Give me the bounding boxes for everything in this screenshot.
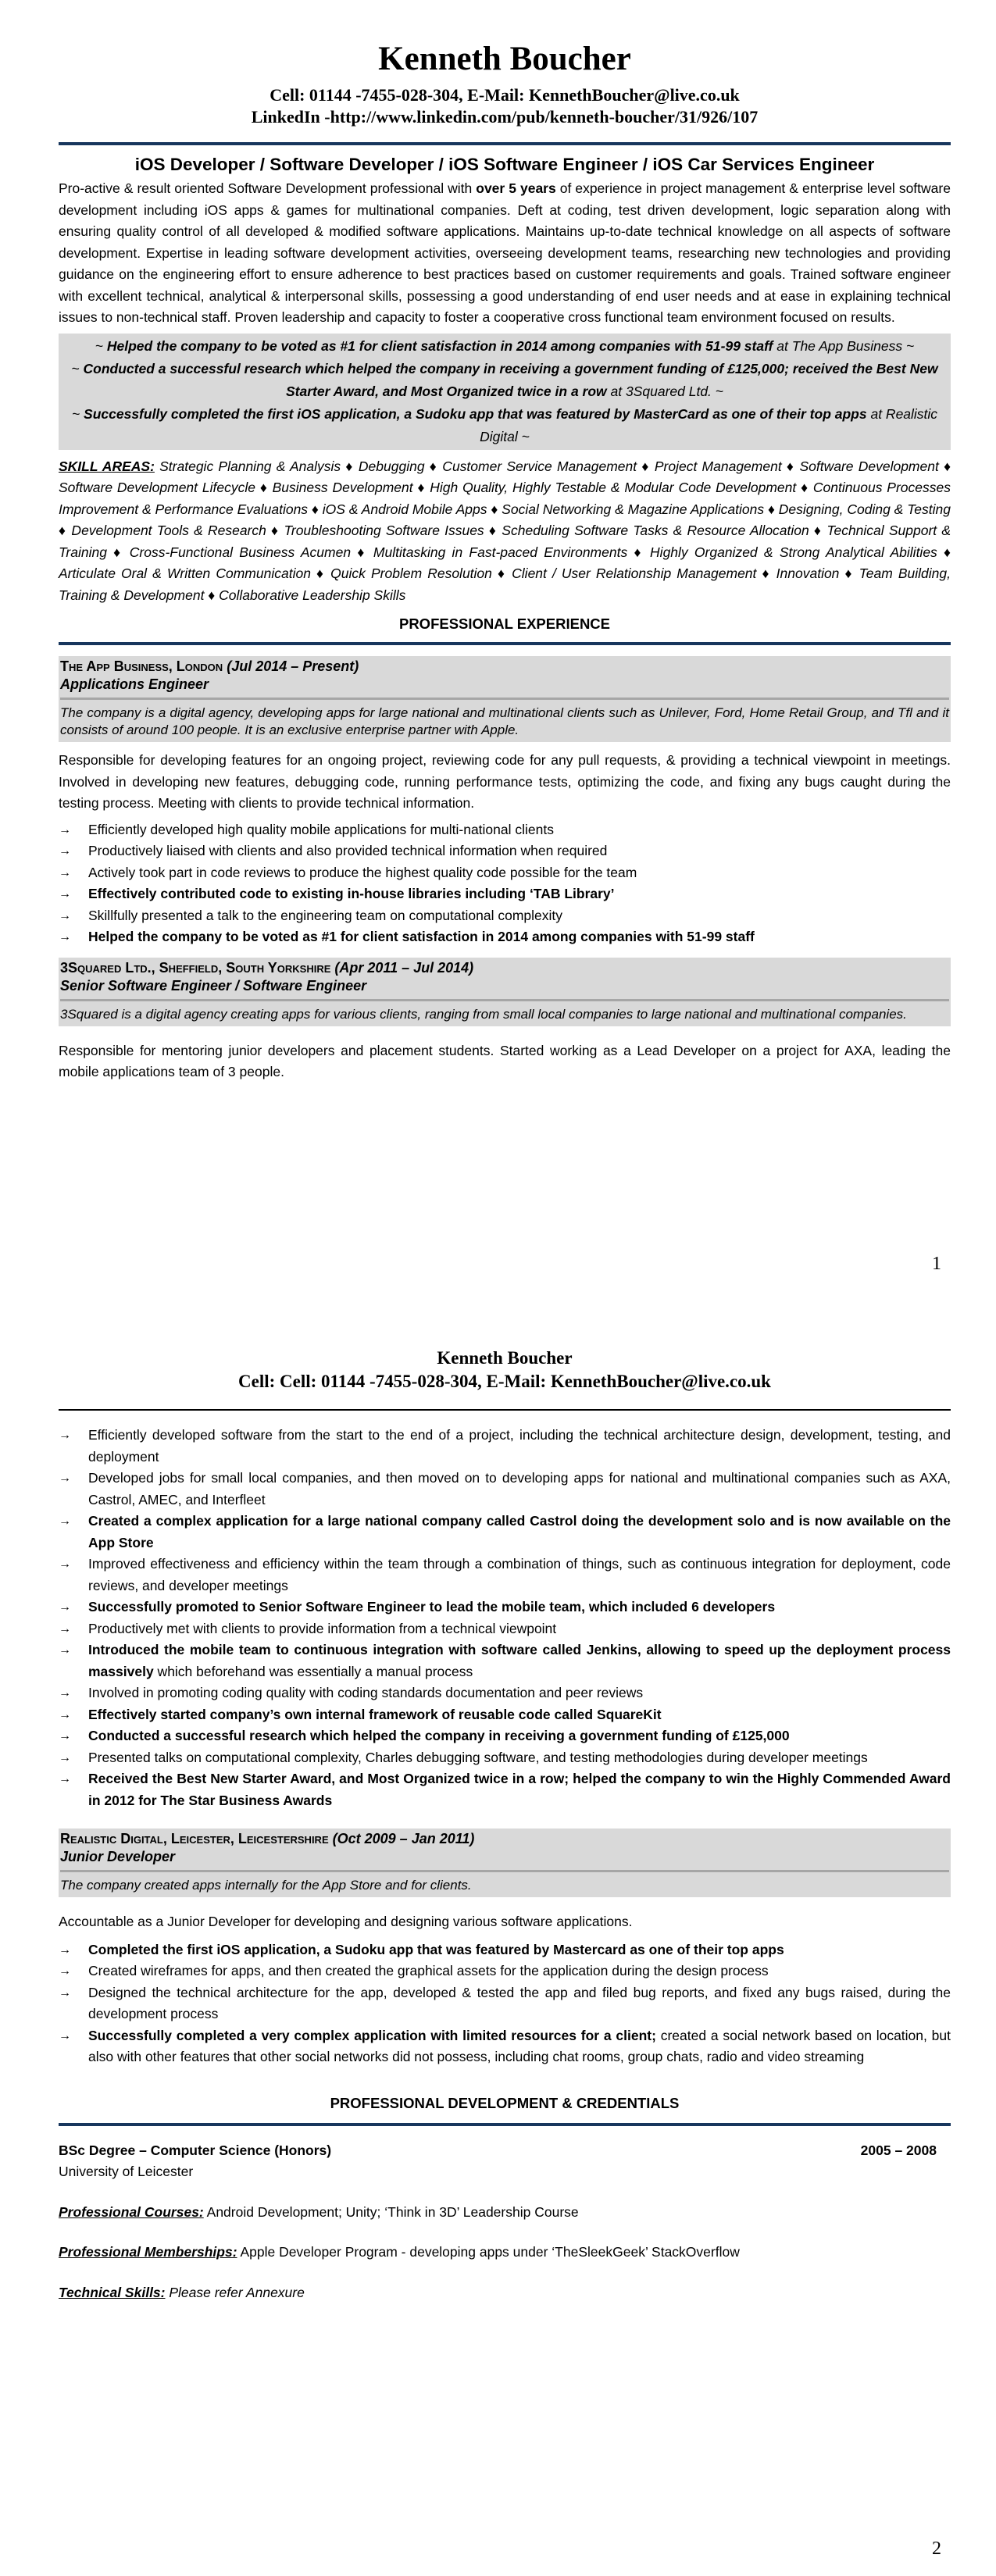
candidate-name: Kenneth Boucher — [437, 1348, 573, 1368]
highlight-prefix: ~ — [71, 405, 84, 422]
degree: BSc Degree – Computer Science (Honors) — [59, 2142, 332, 2158]
headline: iOS Developer / Software Developer / iOS Software Engineer / iOS Car Services Engineer — [134, 155, 875, 174]
arrow-right-icon: → — [59, 1472, 71, 1485]
highlight-bold: Successfully completed the first iOS application, a Sudoku app that was featured by MasterCard as one of their top apps — [84, 405, 867, 422]
list-item-text: Involved in promoting coding quality with coding standards documentation and peer reviews — [88, 1685, 644, 1700]
professional-memberships — [59, 2242, 951, 2264]
job-responsibility: Responsible for developing features for an ongoing project, reviewing code for any pull requests, & providing a technical viewpoint in meetings. Involved in developing new features, debugging code, running performance tests, optimizing the code, and fixing any bugs caught during the testing process. Meeting with clients to provide technical information. — [59, 752, 951, 811]
credentials-rule — [59, 2123, 951, 2126]
job-header-3squared — [59, 958, 951, 1026]
list-item-bold: Conducted a successful research which helped the company in receiving a government funding of £125,000 — [88, 1728, 790, 1743]
list-item — [59, 1511, 951, 1554]
arrow-right-icon: → — [59, 2028, 71, 2043]
list-item-text: Efficiently developed software from the start to the end of a project, including the technical architecture design, development, testing, and deployment — [88, 1427, 951, 1465]
school: University of Leicester — [59, 2164, 194, 2179]
job-achievements-list — [59, 1939, 951, 2068]
job-achievements-list — [59, 1425, 951, 1811]
job-company — [60, 1830, 949, 1848]
arrow-right-icon: → — [59, 1429, 71, 1442]
highlight-rest: at The App Business ~ — [773, 337, 915, 354]
professional-courses — [59, 2202, 951, 2224]
arrow-right-icon: → — [59, 822, 71, 837]
list-item-text: Presented talks on computational complexity, Charles debugging software, and testing methodologies during developer meetings — [88, 1749, 868, 1765]
skill-areas — [59, 456, 951, 607]
arrow-right-icon: → — [59, 1686, 71, 1700]
company-name: 3Squared Ltd., Sheffield, South Yorkshire — [60, 959, 331, 976]
list-item-bold: Successfully promoted to Senior Software Engineer to lead the mobile team, which included 6 developers — [88, 1599, 776, 1614]
page2-content — [59, 1347, 951, 2303]
list-item — [59, 1704, 951, 1726]
summary-post: of experience in project management & enterprise level software development including iOS apps & games for multinational companies. Deft at coding, test driven development, logic separation along with ensuring quality control of all developed & modified software applications. Maintains up-to-date technical knowledge on all aspects of software development. Expertise in leading software development activities, overseeing development teams, researching new technologies and providing guidance on the engineering effort to ensure adherence to best practices based on customer requirements and goals. Trained software engineer with excellent technical, analytical & interpersonal skills, possessing a good understanding of end user needs and at ease in explaining technical issues to non-technical staff. Proven leadership and capacity to foster a cooperative cross functional team environment focused on results. — [59, 180, 951, 325]
highlight-item — [62, 403, 948, 448]
arrow-right-icon: → — [59, 1643, 71, 1657]
list-item — [59, 1961, 951, 1982]
list-item-text: Efficiently developed high quality mobile applications for multi-national clients — [88, 821, 554, 837]
arrow-right-icon: → — [59, 1750, 71, 1764]
arrow-right-icon: → — [59, 1557, 71, 1571]
contact-line: Cell: Cell: 01144 -7455-028-304, E-Mail: KennethBoucher@live.co.uk — [238, 1372, 771, 1391]
technical-skills-value: Please refer Annexure — [165, 2284, 305, 2300]
company-description: The company created apps internally for the App Store and for clients. — [60, 1878, 472, 1893]
list-item-text: Created wireframes for apps, and then created the graphical assets for the application during the design process — [88, 1963, 769, 1978]
job-responsibility: Responsible for mentoring junior developers and placement students. Started working as a Lead Developer on a project for AXA, leading the mobile applications team of 3 people. — [59, 1042, 951, 1079]
arrow-right-icon: → — [59, 844, 71, 858]
arrow-right-icon: → — [59, 865, 71, 879]
degree-years: 2005 – 2008 — [860, 2142, 937, 2158]
header-rule — [59, 1409, 951, 1411]
page-number: 2 — [932, 2539, 941, 2559]
summary-bold: over 5 years — [476, 180, 556, 196]
contact-line: Cell: 01144 -7455-028-304, E-Mail: KennethBoucher@live.co.uk — [270, 85, 740, 105]
list-item-bold: Introduced the mobile team to continuous integration with software called Jenkins, allowing to speed up the deployment process massively — [88, 1642, 951, 1679]
list-item-text: Productively met with clients to provide information from a technical viewpoint — [88, 1620, 557, 1636]
candidate-name: Kenneth Boucher — [378, 41, 631, 77]
job-achievements-list — [59, 819, 951, 948]
list-item — [59, 1725, 951, 1747]
job-header-realistic-digital — [59, 1829, 951, 1897]
arrow-right-icon: → — [59, 1943, 71, 1957]
arrow-right-icon: → — [59, 1964, 71, 1978]
company-name: Realistic Digital, Leicester, Leicestershire — [60, 1831, 329, 1846]
highlight-prefix: ~ — [95, 337, 107, 354]
job-divider — [60, 1870, 949, 1872]
page1-content — [59, 39, 951, 1083]
experience-rule — [59, 642, 951, 645]
list-item — [59, 1747, 951, 1769]
resume-page-2 — [0, 1289, 996, 2576]
list-item-text: Productively liaised with clients and also provided technical information when required — [88, 843, 608, 858]
list-item-text: Actively took part in code reviews to produce the highest quality code possible for the team — [88, 864, 637, 880]
list-item-text: Improved effectiveness and efficiency within the team through a combination of things, such as continuous integration for deployment, code reviews, and developer meetings — [88, 1556, 951, 1593]
job-header-app-business — [59, 656, 951, 742]
linkedin-line[interactable]: LinkedIn -http://www.linkedin.com/pub/kenneth-boucher/31/926/107 — [251, 107, 759, 127]
list-item — [59, 862, 951, 884]
skill-areas-list: Strategic Planning & Analysis ♦ Debugging ♦ Customer Service Management ♦ Project Management ♦ Software Development ♦ Software Development Lifecycle ♦ Business Development ♦ High Quality, Highly Testable & Modular Code Development ♦ Continuous Processes Improvement & Performance Evaluations ♦ iOS & Android Mobile Apps ♦ Social Networking & Magazine Applications ♦ Designing, Coding & Testing ♦ Development Tools & Research ♦ Troubleshooting Software Issues ♦ Scheduling Software Tasks & Resource Allocation ♦ Technical Support & Training ♦ Cross-Functional Business Acumen ♦ Multitasking in Fast-paced Environments ♦ Highly Organized & Strong Analytical Abilities ♦ Articulate Oral & Written Communication ♦ Quick Problem Resolution ♦ Client / User Relationship Management ♦ Innovation ♦ Team Building, Training & Development ♦ Collaborative Leadership Skills — [59, 458, 951, 603]
arrow-right-icon: → — [59, 908, 71, 922]
list-item — [59, 1682, 951, 1704]
memberships-value: Apple Developer Program - developing apps under ‘TheSleekGeek’ StackOverflow — [237, 2244, 740, 2260]
credentials-section-title: PROFESSIONAL DEVELOPMENT & CREDENTIALS — [330, 2094, 680, 2111]
list-item — [59, 1618, 951, 1640]
list-item-bold: Successfully completed a very complex application with limited resources for a client; — [88, 2027, 656, 2043]
list-item — [59, 840, 951, 862]
arrow-right-icon: → — [59, 1986, 71, 2000]
arrow-right-icon: → — [59, 1622, 71, 1636]
experience-section-title: PROFESSIONAL EXPERIENCE — [398, 615, 611, 632]
career-highlights-box — [59, 334, 951, 450]
job-divider — [60, 698, 949, 700]
list-item — [59, 1597, 951, 1618]
list-item — [59, 905, 951, 927]
list-item-bold: Completed the first iOS application, a Sudoku app that was featured by Mastercard as one of their top apps — [88, 1941, 784, 1957]
job-dates: (Jul 2014 – Present) — [227, 658, 359, 674]
job-company — [60, 959, 949, 977]
list-item — [59, 1982, 951, 2025]
job-title: Junior Developer — [60, 1849, 176, 1864]
list-item — [59, 1554, 951, 1597]
job-company — [60, 658, 949, 676]
job-dates: (Apr 2011 – Jul 2014) — [334, 959, 474, 976]
highlight-bold: Conducted a successful research which helped the company in receiving a government funding of £125,000; received the Best New Starter Award, and Most Organized twice in a row — [83, 360, 938, 399]
list-item — [59, 1939, 951, 1961]
list-item — [59, 1768, 951, 1811]
highlight-rest: at 3Squared Ltd. ~ — [606, 383, 724, 399]
technical-skills — [59, 2282, 951, 2304]
page-number: 1 — [932, 1254, 941, 1274]
highlight-bold: Helped the company to be voted as #1 for client satisfaction in 2014 among companies with 51-99 staff — [106, 337, 773, 354]
arrow-right-icon: → — [59, 930, 71, 944]
list-item — [59, 2025, 951, 2068]
list-item-text: Developed jobs for small local companies, and then moved on to developing apps for national and multinational companies such as AXA, Castrol, AMEC, and Interfleet — [88, 1470, 951, 1507]
header-rule — [59, 142, 951, 145]
list-item-bold: Received the Best New Starter Award, and Most Organized twice in a row; helped the company to win the Highly Commended Award in 2012 for The Star Business Awards — [88, 1771, 951, 1808]
memberships-label: Professional Memberships: — [59, 2244, 237, 2260]
list-item — [59, 1468, 951, 1511]
education-row — [59, 2140, 951, 2162]
highlight-rest: at Realistic Digital ~ — [480, 405, 938, 444]
company-description: The company is a digital agency, developing apps for large national and multinational clients such as Unilever, Ford, Home Retail Group, and Tfl and it consists of around 100 people. It is an exclusive enterprise partner with Apple. — [60, 705, 949, 737]
list-item-text: Skillfully presented a talk to the engineering team on computational complexity — [88, 907, 563, 923]
arrow-right-icon: → — [59, 1600, 71, 1614]
list-item — [59, 1425, 951, 1468]
list-item — [59, 819, 951, 841]
list-item — [59, 1639, 951, 1682]
list-item-bold: Created a complex application for a large national company called Castrol doing the development solo and is now available on the App Store — [88, 1513, 951, 1550]
list-item-text: Effectively contributed code to existing in-house libraries including ‘TAB Library’ — [88, 886, 615, 901]
summary-paragraph — [59, 178, 951, 329]
highlight-prefix: ~ — [71, 360, 84, 376]
highlight-item — [62, 358, 948, 403]
technical-skills-label: Technical Skills: — [59, 2284, 166, 2300]
arrow-right-icon: → — [59, 1515, 71, 1528]
list-item — [59, 883, 951, 905]
list-item-bold: Effectively started company’s own internal framework of reusable code called SquareKit — [88, 1706, 662, 1722]
company-name: The App Business, London — [60, 658, 223, 674]
job-dates: (Oct 2009 – Jan 2011) — [332, 1831, 475, 1846]
job-title: Senior Software Engineer / Software Engineer — [60, 977, 367, 994]
arrow-right-icon: → — [59, 1729, 71, 1743]
highlight-item — [62, 335, 948, 358]
list-item — [59, 926, 951, 948]
list-item-text: which beforehand was essentially a manual process — [153, 1663, 473, 1679]
list-item-text: Designed the technical architecture for the app, developed & tested the app and filed bug reports, and fixed any bugs raised, during the development process — [88, 1984, 951, 2021]
job-title: Applications Engineer — [60, 676, 209, 692]
arrow-right-icon: → — [59, 1707, 71, 1721]
courses-value: Android Development; Unity; ‘Think in 3D’ Leadership Course — [203, 2203, 579, 2220]
job-divider — [60, 999, 949, 1001]
courses-label: Professional Courses: — [59, 2203, 204, 2220]
list-item-text: Helped the company to be voted as #1 for client satisfaction in 2014 among companies with 51-99 staff — [88, 929, 755, 944]
summary-pre: Pro-active & result oriented Software Development professional with — [59, 180, 477, 196]
company-description: 3Squared is a digital agency creating apps for various clients, ranging from small local companies to large national and multinational companies. — [60, 1006, 907, 1022]
arrow-right-icon: → — [59, 887, 71, 901]
job-responsibility: Accountable as a Junior Developer for developing and designing various software applications. — [59, 1914, 633, 1929]
skill-areas-label: SKILL AREAS: — [59, 458, 155, 474]
arrow-right-icon: → — [59, 1772, 71, 1786]
list-item-text: created a social network based on location, but also with other features that other social networks did not possess, including chat rooms, group chats, radio and video streaming — [88, 2027, 951, 2064]
